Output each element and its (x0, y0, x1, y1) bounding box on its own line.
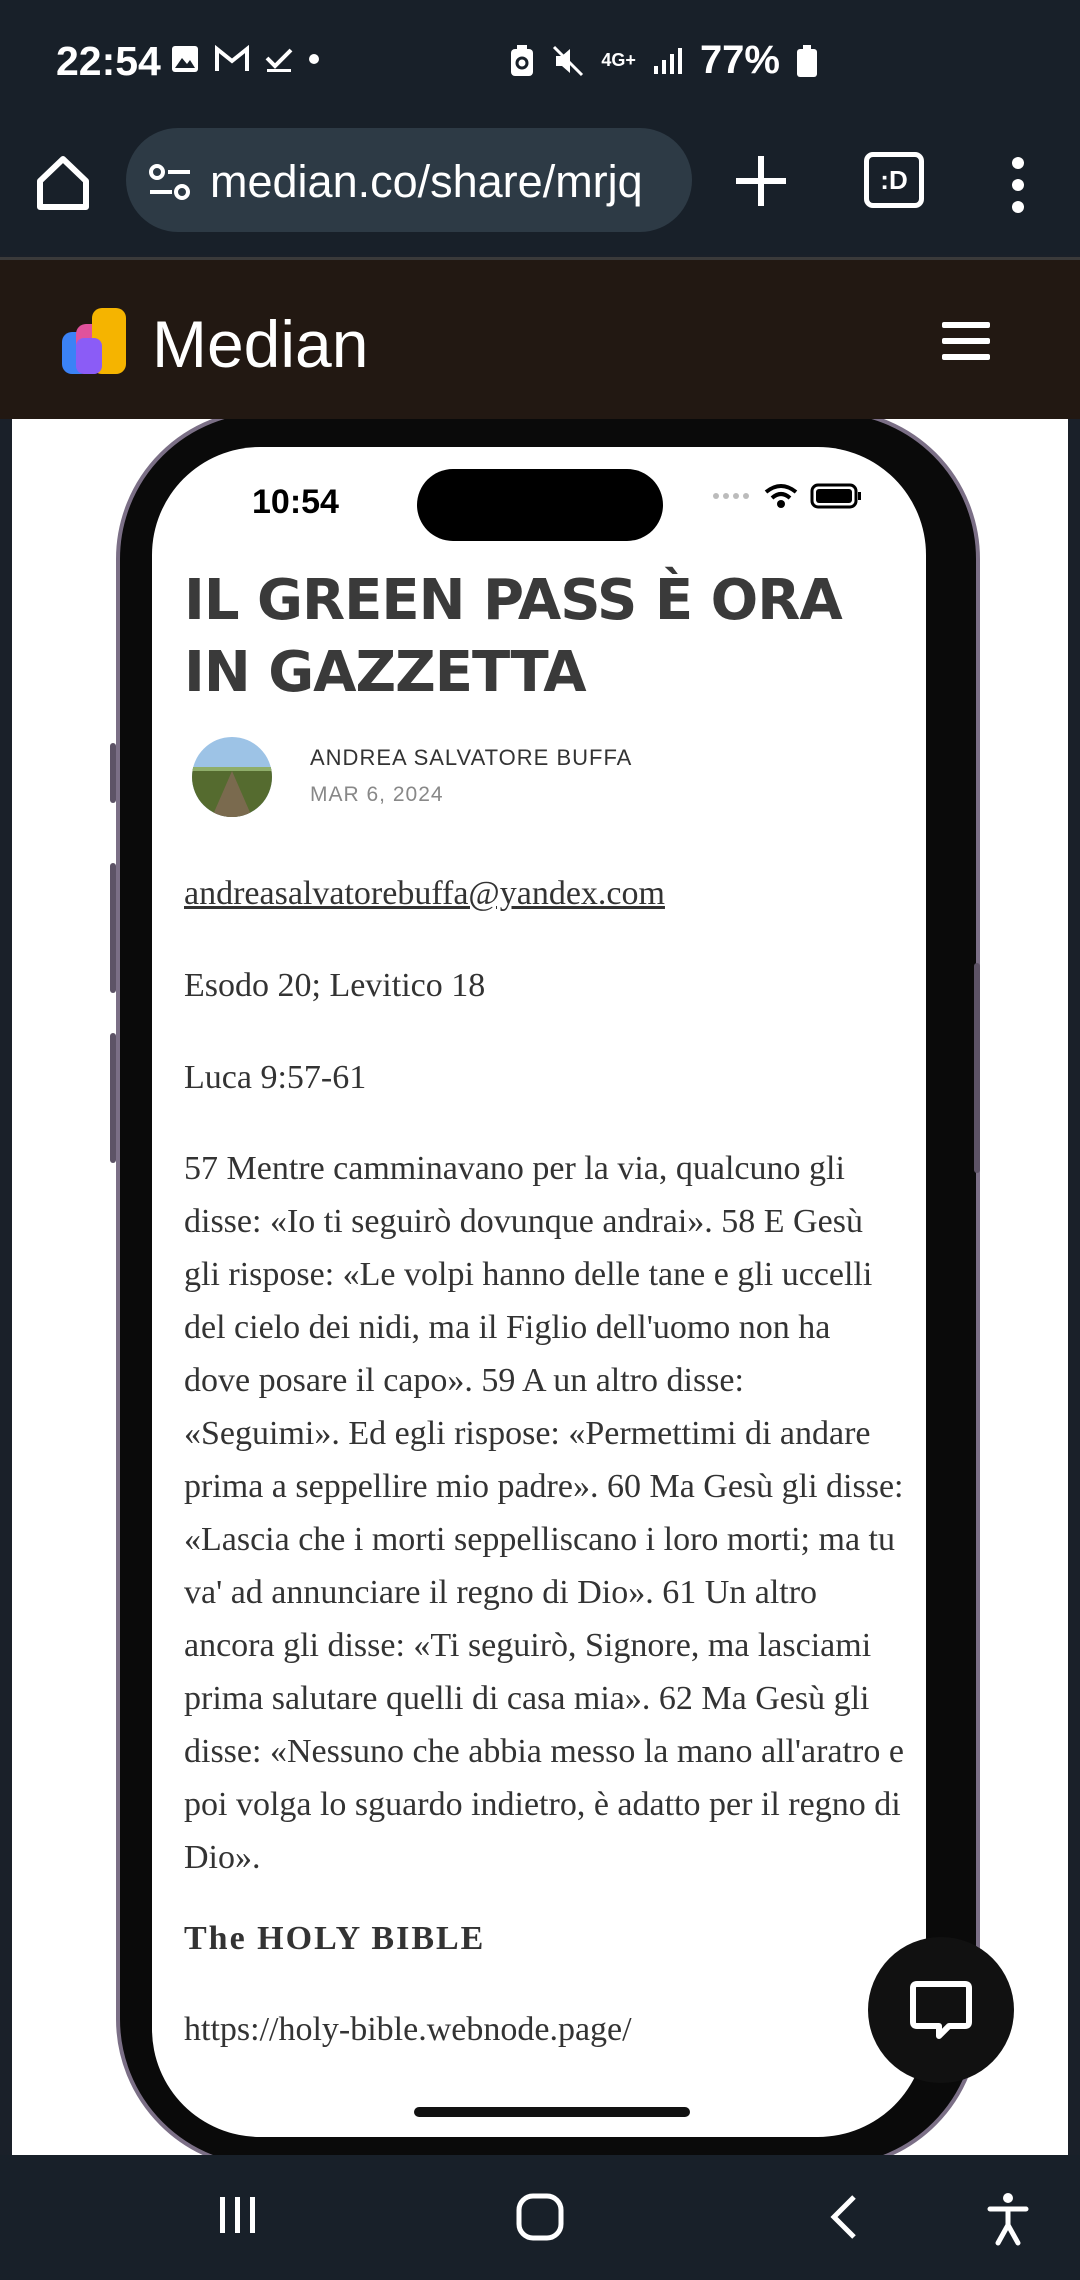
home-indicator (414, 2107, 690, 2117)
more-options-icon[interactable] (1010, 155, 1026, 215)
new-tab-icon[interactable] (730, 150, 792, 212)
phone-button (110, 863, 116, 993)
avatar[interactable] (192, 737, 272, 817)
battery-saver-icon (509, 44, 535, 78)
article-headline: IL GREEN PASS È ORA IN GAZZETTA (184, 568, 842, 705)
author-email-link[interactable]: andreasalvatorebuffa@yandex.com (184, 875, 665, 912)
chat-icon (909, 1980, 973, 2040)
reference-1: Esodo 20; Levitico 18 (184, 967, 486, 1004)
phone-clock: 10:54 (252, 483, 339, 521)
chat-button[interactable] (868, 1937, 1014, 2083)
bible-link[interactable]: https://holy-bible.webnode.page/ (184, 2011, 632, 2048)
wifi-icon (764, 483, 798, 509)
author-row (184, 737, 904, 829)
network-type: 4G+ (601, 50, 636, 70)
back-icon[interactable] (824, 2191, 864, 2243)
url-text: median.co/share/mrjq (210, 156, 643, 207)
phone-button (110, 1033, 116, 1163)
recent-apps-icon[interactable] (214, 2191, 262, 2239)
gallery-icon (170, 44, 200, 74)
site-header (0, 257, 1080, 419)
phone-screen (152, 447, 926, 2137)
signal-dots-icon (712, 492, 752, 500)
dynamic-island (417, 469, 663, 541)
article-body (184, 867, 904, 2056)
brand-name[interactable]: Median (152, 307, 369, 381)
median-logo-icon[interactable] (62, 308, 126, 374)
mute-icon (551, 44, 585, 78)
author-name[interactable]: ANDREA SALVATORE BUFFA (310, 745, 633, 770)
status-time: 22:54 (56, 38, 161, 84)
phone-button (110, 743, 116, 803)
reference-2: Luca 9:57-61 (184, 1059, 367, 1096)
address-bar[interactable] (126, 128, 692, 232)
phone-status-icons (712, 483, 862, 509)
status-bar (0, 0, 1080, 125)
phone-button (974, 963, 980, 1173)
bible-title: The HOLY BIBLE (184, 1920, 486, 1957)
battery-icon (796, 44, 818, 78)
system-icons (509, 38, 818, 83)
battery-percent: 77% (699, 38, 780, 82)
passage-text: 57 Mentre camminavano per la via, qualcuno gli disse: «Io ti seguirò dovunque andrai». 58 E Gesù gli rispose: «Le volpi hanno delle tane e gli uccelli del cielo dei nidi, ma il Figlio dell'uomo non ha dove posare il capo». 59 A un altro disse: «Seguimi». Ed egli rispose: «Permettimi di andare prima a seppellire mio padre». 60 Ma Gesù gli disse: «Lascia che i morti seppelliscano i loro morti; ma tu va' ad annunciare il regno di Dio». 61 Un altro ancora gli disse: «Ti seguirò, Signore, ma lasciami prima salutare quelli di casa mia». 62 Ma Gesù gli disse: «Nessuno che abbia messo la mano all'aratro e poi volga lo sguardo indietro, è adatto per il regno di Dio». (184, 1150, 904, 1876)
system-nav-bar (0, 2155, 1080, 2280)
tab-switcher-button[interactable]: :D (864, 152, 924, 208)
notification-icons (170, 44, 320, 74)
page-content (12, 419, 1068, 2155)
home-nav-icon[interactable] (514, 2191, 566, 2243)
article (184, 565, 904, 2056)
site-settings-icon[interactable] (148, 162, 192, 202)
gmail-icon (214, 45, 250, 73)
article-date: MAR 6, 2024 (310, 783, 444, 806)
check-icon (264, 44, 294, 74)
signal-icon (652, 46, 684, 76)
dot-icon (308, 53, 320, 65)
home-icon[interactable] (32, 151, 94, 213)
phone-battery-icon (810, 483, 862, 509)
browser-toolbar (0, 125, 1080, 255)
accessibility-icon[interactable] (986, 2191, 1030, 2247)
menu-icon[interactable] (942, 322, 990, 370)
